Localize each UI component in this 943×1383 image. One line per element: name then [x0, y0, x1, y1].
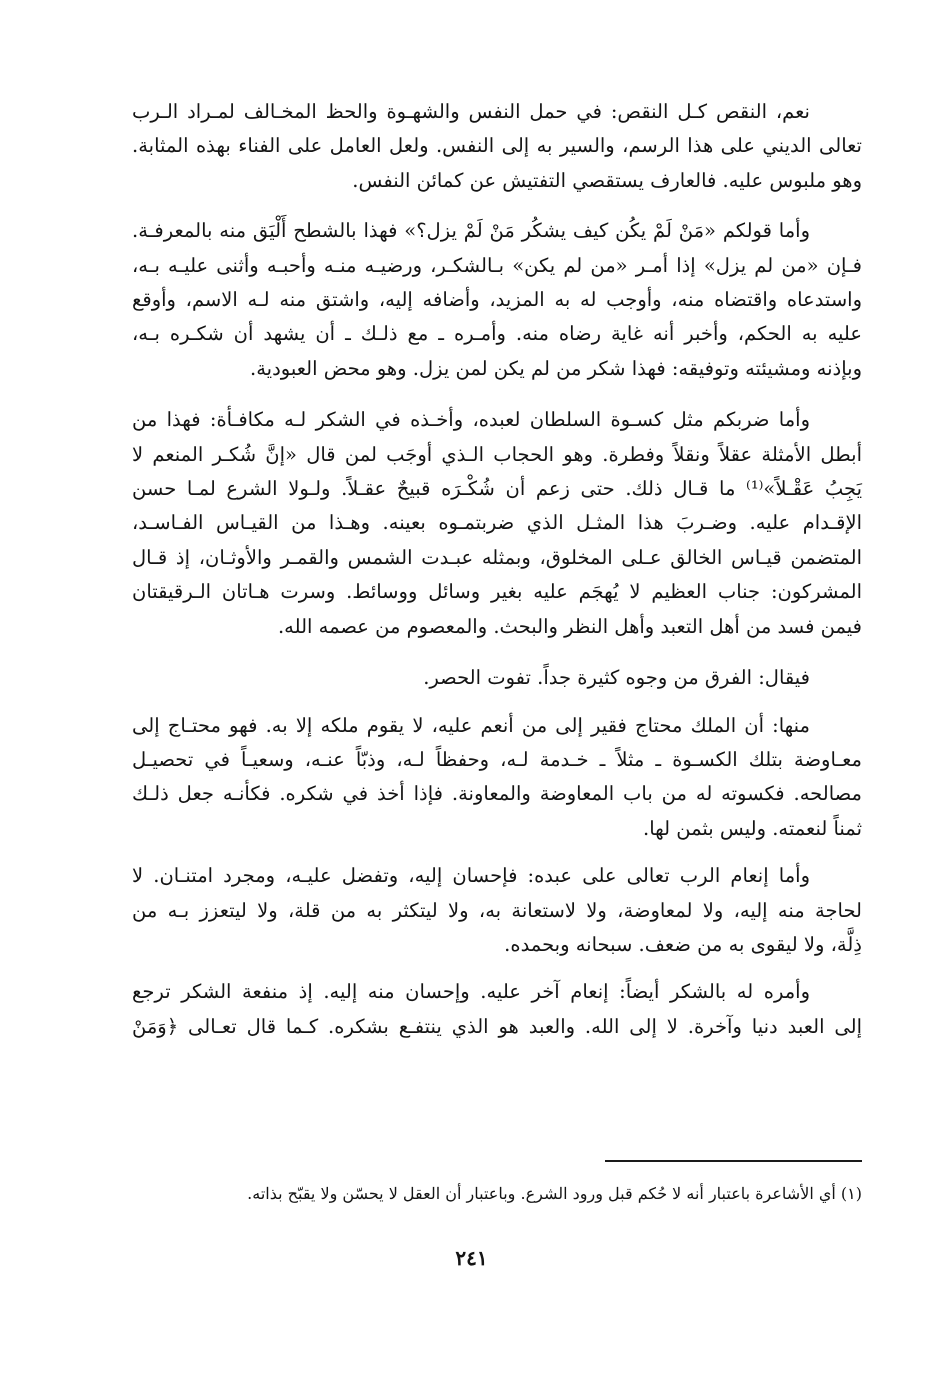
paragraph-line: تعالى الديني على هذا الرسم، والسير به إلى النفس. ولعل العامل على الفناء بهذه المثابة.: [132, 134, 862, 158]
paragraph-line: المتضمن قيـاس الخالق عـلى المخلوق، وبمثله عبـدت الشمس والقمـر والأوثـان، إذ قـال: [132, 545, 862, 569]
paragraph-4: [132, 661, 862, 695]
paragraph-line: عليه به الحكم، وأخبر أنه غاية رضاه منه. وأمـره ـ مع ذلـك ـ أن يشهد أن شكـره بـه،: [132, 322, 862, 346]
paragraph-7: [132, 975, 862, 1044]
paragraph-line: نعم، النقص كـل النقص: في حمل النفس والشهـوة والحظ المخـالف لمـراد الـرب: [132, 100, 810, 123]
paragraph-line: فيمن فسد من أهل التعبد وأهل النظر والبحث. والمعصوم من عصمه الله.: [277, 614, 862, 638]
paragraph-line: إلى العبد دنيا وآخرة. لا إلى الله. والعبد هو الذي ينتفـع بشكره. كـما قال تعـالى ﴿وَمَنْ: [132, 1014, 862, 1038]
page-number: ٢٤١: [455, 1246, 488, 1270]
paragraph-line: يَجِبُ عَقْـلاً»⁽¹⁾ ما قـال ذلك. حتى زعم أن شُكْـرَه قبيحٌ عقـلاً. ولـولا الشرع لمـا حسن: [132, 477, 862, 501]
paragraph-line: منها: أن الملك محتاج فقير إلى من أنعم عليه، لا يقوم ملكه إلا به. فهو محتـاج إلى: [132, 713, 810, 737]
paragraph-line: فيقال: الفرق من وجوه كثيرة جداً. تفوت الحصر.: [423, 666, 810, 690]
paragraph-line: فـإن «من لم يزل» إذا أمـر «من لم يكن» بـالشكـر، ورضيـه منـه وأحبـه وأثنى عليـه بـه،: [132, 253, 862, 277]
paragraph-1: [132, 95, 862, 198]
paragraph-line: مصالحه. فكسوته له من باب المعاوضة والمعاونة. فإذا أخذ في شكره. فكأنـه جعل ذلـك: [132, 782, 862, 806]
paragraph-2: [132, 214, 862, 386]
paragraph-line: وأما إنعام الرب تعالى على عبده: فإحسان إليه، وتفضل عليـه، ومجرد امتنـان. لا: [132, 864, 810, 888]
paragraph-line: ثمناً لنعمته. وليس بثمن لها.: [643, 816, 862, 840]
paragraph-6: [132, 859, 862, 962]
paragraph-line: وأمره له بالشكر أيضاً: إنعام آخر عليه. وإحسان منه إليه. إذ منفعة الشكر ترجع: [132, 980, 810, 1004]
paragraph-line: واستدعاه واقتضاه منه، وأوجب له به المزيد، وأضافه إليه، واشتق منه لـه الاسم، وأوقع: [132, 288, 862, 312]
paragraph-5: [132, 709, 862, 847]
page-body: [132, 95, 862, 1044]
paragraph-3: [132, 403, 862, 644]
paragraph-line: لحاجة منه إليه، ولا لمعاوضة، ولا لاستعانة به، ولا ليتكثر به من قلة، ولا ليتعزز بـه من: [132, 898, 862, 922]
paragraph-line: الإقـدام عليه. وضـربَ هذا المثـل الذي ضربتمـوه بعينه. وهـذا من القيـاس الفـاسـد،: [132, 511, 862, 535]
footnote: (١) أي الأشاعرة باعتبار أنه لا حُكم قبل ورود الشرع. وباعتبار أن العقل لا يحسّن ولا يقبّح بذاته.: [247, 1184, 862, 1203]
paragraph-line: أبطل الأمثلة عقلاً ونقلاً وفطرة. وهو الحجاب الـذي أوجَب لمن قال «إنَّ شُكـر المنعم لا: [132, 442, 862, 466]
paragraph-line: وهو ملبوس عليه. فالعارف يستقصي التفتيش عن كمائن النفس.: [352, 168, 862, 192]
paragraph-line: وبإذنه ومشيئته وتوفيقه: فهذا شكر من لم يكن لمن يزل. وهو محض العبودية.: [250, 356, 862, 380]
paragraph-line: معـاوضة بتلك الكسـوة ـ مثلاً ـ خـدمة لـه، وحفظاً لـه، وذبّاً عنـه، وسعيـاً في تحصيـل: [132, 747, 862, 771]
paragraph-line: ذِلَّة، ولا ليقوى به من ضعف. سبحانه وبحمده.: [504, 932, 862, 956]
paragraph-line: وأما قولكم «مَنْ لَمْ يكُن كيف يشكُر مَنْ لَمْ يزل؟» فهذا بالشطح أَلْيَق منه بالمعرفـة.: [132, 219, 810, 243]
footnote-divider: [605, 1160, 862, 1162]
paragraph-line: المشركون: جناب العظيم لا يُهجَم عليه بغير وسائل ووسائط. وسرت هـاتان الـرقيقتان: [132, 580, 862, 604]
paragraph-line: وأما ضربكم مثل كسـوة السلطان لعبده، وأخـذه في الشكر لـه مكافـأة: فهذا من: [132, 408, 810, 432]
